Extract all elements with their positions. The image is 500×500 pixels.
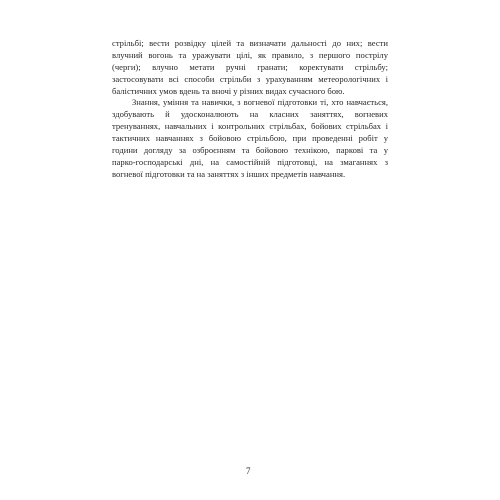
paragraph-2: [112, 97, 388, 180]
text-line: вогневої підготовки та на заняттях з інших предметів навчання.: [112, 168, 346, 179]
paragraph-1: [112, 38, 388, 97]
page-number: 7: [246, 466, 251, 476]
text-line: Знання, уміння та навички, з вогневої підготовки ті, хто навчається,: [132, 97, 388, 108]
text-line: влучний вогонь та уражувати цілі, як правило, з першого пострілу: [112, 49, 388, 60]
text-line: парко-господарські дні, на самостійній підготовці, на змаганнях з: [112, 156, 388, 167]
text-line: здобувають й удосконалюють на класних заняттях, вогневих: [112, 109, 388, 120]
text-line: тренуваннях, навчальних і контрольних стрільбах, бойових стрільбах і: [112, 121, 388, 132]
text-line: тактичних навчаннях з бойовою стрільбою, при проведенні робіт у: [112, 133, 388, 144]
text-line: застосовувати всі способи стрільби з урахуванням метеорологічних і: [112, 73, 388, 84]
text-line: балістичних умов вдень та вночі у різних видах сучасного бою.: [112, 85, 345, 96]
body-text: [112, 38, 388, 181]
text-line: (черги); влучно метати ручні гранати; коректувати стрільбу;: [112, 61, 388, 72]
text-line: стрільбі; вести розвідку цілей та визначати дальності до них; вести: [112, 38, 388, 48]
text-line: години догляду за озброєнням та бойовою технікою, паркові та у: [112, 145, 388, 156]
